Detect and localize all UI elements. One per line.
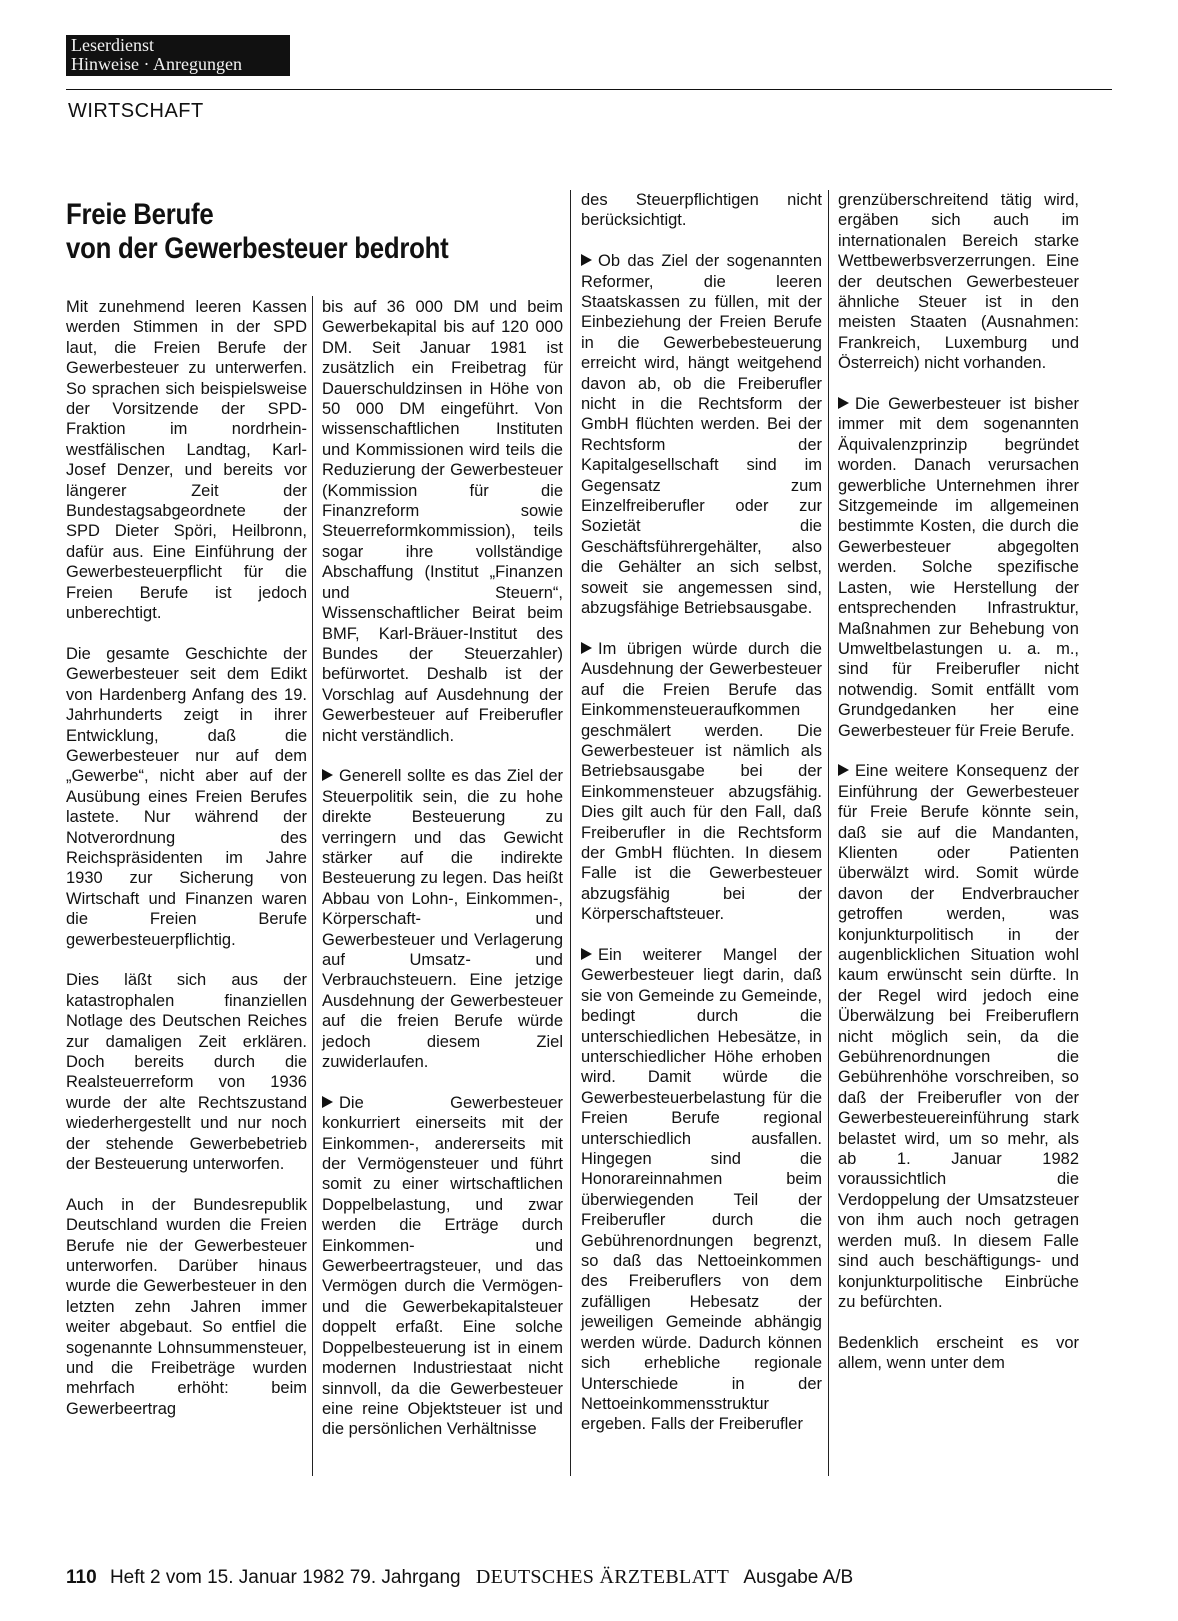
title-line-1: Freie Berufe	[66, 198, 214, 231]
article-column-1	[66, 297, 307, 1440]
bullet-paragraph	[581, 945, 822, 1435]
article-column-4	[838, 190, 1079, 1394]
header-rule	[66, 89, 1112, 90]
column-divider	[570, 190, 571, 1476]
edition-label: Ausgabe A/B	[743, 1567, 854, 1588]
paragraph: Die gesamte Geschichte der Gewerbesteuer seit dem Edikt von Hardenberg Anfang des 19. Jahrhunderts zeigt in ihrer Entwicklung, daß die Gewerbesteuer nur auf dem „Gewerbe“, nicht aber auf der Ausübung eines Freien Berufes lastete. Nur während der Notverordnung des Reichspräsidenten im Jahre 1930 zur Sicherung von Wirtschaft und Finanzen waren die Freien Berufe gewerbesteuerpflichtig.	[66, 644, 307, 949]
paragraph: grenzüberschreitend tätig wird, ergäben sich auch im internationalen Bereich starke Wettbewerbsverzerrungen. Eine der deutschen Gewerbesteuer ähnliche Steuer ist in den meisten Staaten (Ausnahmen: Frankreich, Luxemburg und Österreich) nicht vorhanden.	[838, 191, 1079, 373]
bullet-paragraph	[581, 251, 822, 618]
triangle-bullet-icon	[322, 1096, 333, 1108]
paragraph: Bedenklich erscheint es vor allem, wenn unter dem	[838, 1333, 1079, 1373]
bullet-paragraph	[322, 766, 563, 1072]
paragraph: Auch in der Bundesrepublik Deutschland wurden die Freien Berufe nie der Gewerbesteuer unterworfen. Darüber hinaus wurde die Gewerbesteuer in den letzten zehn Jahren immer weiter abgebaut. So entfiel die sogenannte Lohnsummensteuer, und die Freibeträge wurden mehrfach erhöht: beim Gewerbeertrag	[66, 1195, 307, 1418]
article-column-3	[581, 190, 822, 1455]
column-divider	[828, 190, 829, 1476]
triangle-bullet-icon	[322, 769, 333, 781]
article-column-2	[322, 297, 563, 1460]
paragraph: Mit zunehmend leeren Kassen werden Stimmen in der SPD laut, die Freien Berufe der Gewerbesteuer zu unterwerfen. So sprachen sich beispielsweise der Vorsitzende der SPD-Fraktion im nordrhein-westfälischen Landtag, Karl-Josef Denzer, und bereits vor längerer Zeit der Bundestagsabgeordnete der SPD Dieter Spöri, Heilbronn, dafür aus. Eine Einführung der Gewerbesteuerpflicht für die Freien Berufe ist jedoch unberechtigt.	[66, 298, 307, 623]
triangle-bullet-icon	[838, 764, 849, 776]
paragraph-text: Generell sollte es das Ziel der Steuerpolitik sein, die zu hohe direkte Besteuerung zu verringern und das Gewicht stärker auf die indirekte Besteuerung zu legen. Das heißt Abbau von Lohn-, Einkommen-, Körperschaft- und Gewerbesteuer und Verlagerung auf Umsatz- und Verbrauchsteuern. Eine jetzige Ausdehnung der Gewerbesteuer auf die freien Berufe würde jedoch diesem Ziel zuwiderlaufen.	[322, 767, 563, 1072]
bullet-paragraph	[322, 1093, 563, 1440]
paragraph: Dies läßt sich aus der katastrophalen finanziellen Notlage des Deutschen Reiches zur damaligen Zeit erklären. Doch bereits durch die Realsteuerreform von 1936 wurde der alte Rechtszustand wiederhergestellt und nur noch der stehende Gewerbebetrieb der Besteuerung unterworfen.	[66, 971, 307, 1174]
triangle-bullet-icon	[581, 642, 592, 654]
page-number: 110	[66, 1567, 97, 1588]
page-footer	[66, 1566, 853, 1589]
paragraph-text: Ein weiterer Mangel der Gewerbesteuer liegt darin, daß sie von Gemeinde zu Gemeinde, bedingt durch die unterschiedlichen Hebesätze, in unterschiedlicher Höhe erhoben wird. Damit würde die Gewerbesteuerbelastung für die Freien Berufe regional unterschiedlich ausfallen. Hingegen sind die Honorareinnahmen beim überwiegenden Teil der Freiberufler durch die Gebührenordnungen begrenzt, so daß das Nettoeinkommen des Freiberuflers von dem zufälligen Hebesatz der jeweiligen Gemeinde abhängig werden würde. Dadurch können sich erhebliche regionale Unterschiede in der Nettoeinkommensstruktur ergeben. Falls der Freiberufler	[581, 945, 822, 1434]
paragraph-text: Ob das Ziel der sogenannten Reformer, die leeren Staatskassen zu füllen, mit der Einbeziehung der Freien Berufe in die Gewerbebesteuerung erreicht wird, hängt weitgehend davon ab, ob die Freiberufler nicht in die Rechtsform der GmbH flüchten werden. Bei der Rechtsform der Kapitalgesellschaft sind im Gegensatz zum Einzelfreiberufler oder zur Sozietät die Geschäftsführergehälter, also die Gehälter an sich selbst, soweit sie angemessen sind, abzugsfähige Betriebsausgabe.	[581, 252, 822, 618]
paragraph: bis auf 36 000 DM und beim Gewerbekapital bis auf 120 000 DM. Seit Januar 1981 ist zusätzlich ein Freibetrag für Dauerschuldzinsen in Höhe von 50 000 DM eingeführt. Von wissenschaftlichen Instituten und Kommissionen wird teils die Reduzierung der Gewerbesteuer (Kommission für die Finanzreform sowie Steuerreformkommission), teils sogar ihre vollständige Abschaffung (Institut „Finanzen und Steuern“, Wissenschaftlicher Beirat beim BMF, Karl-Bräuer-Institut des Bundes der Steuerzahler) befürwortet. Deshalb ist der Vorschlag auf Ausdehnung der Gewerbesteuer auf Freiberufler nicht verständlich.	[322, 298, 563, 745]
paragraph-text: Die Gewerbesteuer ist bisher immer mit dem sogenannten Äquivalenzprinzip begründet worden. Danach verursachen gewerbliche Unternehmen ihrer Sitzgemeinde im allgemeinen bestimmte Kosten, die durch die Gewerbesteuer abgegolten werden. Solche spezifische Lasten, wie Herstellung der entsprechenden Infrastruktur, Maßnahmen zur Behebung von Umweltbelastungen u. a. m., sind für Freiberufler nicht notwendig. Somit entfällt vom Grundgedanken her eine Gewerbesteuer für Freie Berufe.	[838, 395, 1079, 740]
issue-info: Heft 2 vom 15. Januar 1982 79. Jahrgang	[109, 1567, 461, 1588]
paragraph-text: Eine weitere Konsequenz der Einführung der Gewerbesteuer für Freie Berufe könnte sein, daß sie auf die Mandanten, Klienten oder Patienten überwälzt wird. Somit würde davon der Endverbraucher getroffen werden, was konjunkturpolitisch in der augenblicklichen Situation wohl kaum erwünscht sein dürfte. In der Regel wird jedoch eine Überwälzung bei Freiberuflern nicht möglich sein, da die Gebührenordnungen die Gebührenhöhe vorschreiben, so daß der Freiberufler von der Gewerbesteuereinführung stark belastet wird, um so mehr, als ab 1. Januar 1982 voraussichtlich die Verdoppelung der Umsatzsteuer von ihm auch noch getragen werden muß. In diesem Falle sind auch beschäftigungs- und konjunkturpolitische Einbrüche zu befürchten.	[838, 762, 1079, 1311]
article-title	[66, 198, 496, 266]
paragraph-text: Die Gewerbesteuer konkurriert einerseits mit der Einkommen-, andererseits mit der Vermögensteuer und führt somit zu einer wirtschaftlichen Doppelbelastung, und zwar werden die Erträge durch Einkommen- und Gewerbeertragsteuer, und das Vermögen durch die Vermögen- und die Gewerbekapitalsteuer doppelt erfaßt. Eine solche Doppelbesteuerung ist in einem modernen Industriestaat nicht sinnvoll, da die Gewerbesteuer eine reine Objektsteuer ist und die persönlichen Verhältnisse	[322, 1093, 563, 1439]
badge-line-1: Leserdienst	[71, 35, 154, 55]
bullet-paragraph	[838, 761, 1079, 1312]
bullet-paragraph	[838, 394, 1079, 741]
title-line-2: von der Gewerbesteuer bedroht	[66, 232, 449, 265]
triangle-bullet-icon	[838, 397, 849, 409]
triangle-bullet-icon	[581, 254, 592, 266]
section-label: WIRTSCHAFT	[68, 100, 204, 122]
bullet-paragraph	[581, 639, 822, 925]
reader-service-badge	[66, 35, 290, 76]
paragraph-text: Im übrigen würde durch die Ausdehnung der Gewerbesteuer auf die Freien Berufe das Einkommensteueraufkommen geschmälert werden. Die Gewerbesteuer ist nämlich als Betriebsausgabe bei der Einkommensteuer abzugsfähig. Dies gilt auch für den Fall, daß Freiberufler in die Rechtsform der GmbH flüchten. In diesem Falle ist die Gewerbesteuer abzugsfähig bei der Körperschaftsteuer.	[581, 639, 822, 924]
triangle-bullet-icon	[581, 948, 592, 960]
column-divider	[312, 296, 313, 1476]
paragraph: des Steuerpflichtigen nicht berücksichtigt.	[581, 191, 822, 230]
badge-line-2: Hinweise · Anregungen	[71, 54, 242, 74]
journal-name: DEUTSCHES ÄRZTEBLATT	[475, 1566, 730, 1588]
